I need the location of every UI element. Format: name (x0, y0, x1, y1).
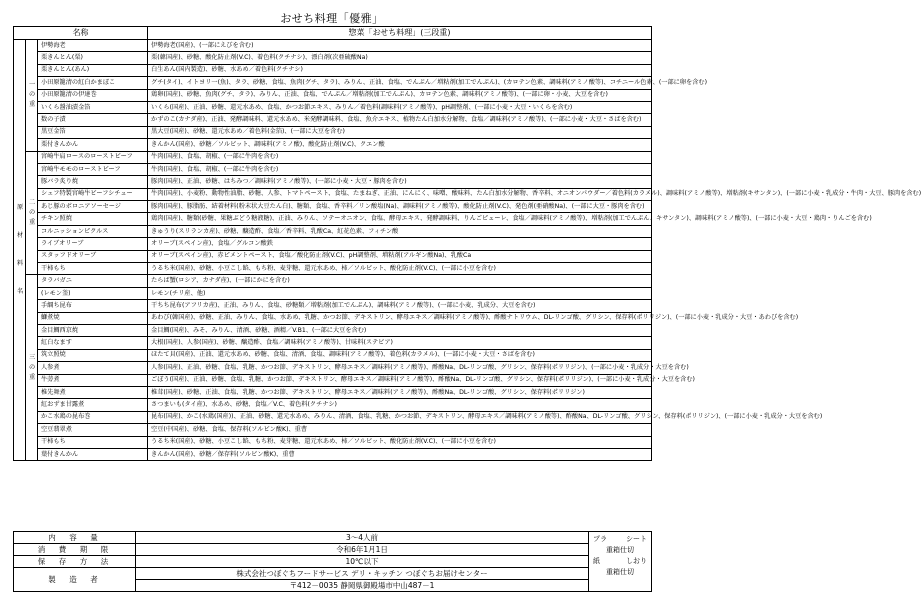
dish-name: 筑立照焼 (38, 349, 148, 361)
section-label-char: の (29, 208, 36, 216)
amount-value: 3～4人前 (136, 532, 589, 544)
dish-name: 伊勢海老 (38, 40, 148, 52)
dish-name: シェフ特製宮崎牛ビーフシチュー (38, 188, 148, 200)
dish-ingredients: あわび(韓国産)、砂糖、正油、みりん、食塩、水あめ、乳糖、かつお節、デキストリン、酵母エキス／調味料(アミノ酸等)、酢酸ナトリウム、DL-リンゴ酸、グリシン、保存料(ポリリジン)、(一部に小麦・乳成分・大豆・あわびを含む) (148, 312, 652, 324)
header-material: 惣菜「おせち料理」(三段重) (148, 27, 652, 40)
dish-ingredients: 空豆(中国産)、砂糖、食塩、保存料(ソルビン酸K)、重曹 (148, 424, 652, 436)
raw-materials-char: 料 (17, 260, 24, 268)
section-label (26, 151, 38, 275)
table-row (14, 101, 652, 113)
section-label-char: 三 (29, 353, 36, 361)
dish-ingredients: きんかん(国産)、砂糖／ソルビット、調味料(アミノ酸)、酸化防止剤(V.C)、クエン酸 (148, 139, 652, 151)
table-row (14, 349, 652, 361)
table-row (14, 399, 652, 411)
dish-ingredients: 栗(韓国産)、砂糖、酸化防止剤(V.C)、着色料(クチナシ)、漂白剤(次亜硫酸Na) (148, 52, 652, 64)
table-row (14, 374, 652, 386)
section-label-char: 重 (29, 373, 36, 381)
table-row (14, 201, 652, 213)
table-row (14, 300, 652, 312)
side-1a: プラ (593, 535, 607, 543)
storage-label: 保 存 方 法 (14, 556, 136, 568)
table-row (14, 225, 652, 237)
header-row (14, 27, 652, 40)
table-row (14, 287, 652, 299)
table-row (14, 139, 652, 151)
dish-ingredients: 大根(国産)、人参(国産)、砂糖、醸造酢、食塩／調味料(アミノ酸等)、甘味料(ステビア) (148, 337, 652, 349)
table-row (14, 52, 652, 64)
table-row (14, 176, 652, 188)
dish-ingredients: オリーブ(スペイン産)、食塩／グルコン酸鉄 (148, 238, 652, 250)
amount-label: 内 容 量 (14, 532, 136, 544)
dish-name: 黒豆金箔 (38, 126, 148, 138)
dish-ingredients: 昆布(国産)、かこ(水鶏(国産))、正油、砂糖、還元水あめ、みりん、清酒、食塩、乳糖、かつお節、デキストリン、酵母エキス／調味料(アミノ酸等)、酢酸Na、DL-リンゴ酸、グリシン、保存料(ポリリジン)、(一部に小麦・乳成分・大豆を含む) (148, 411, 652, 423)
table-row (14, 163, 652, 175)
dish-ingredients: レモン(チリ産、他) (148, 287, 652, 299)
dish-ingredients: いくら(国産)、正油、砂糖、還元水あめ、食塩、かつお節エキス、みりん／着色料(調味料(アミノ酸等)、pH調整剤、(一部に小麦・大豆・いくらを含む) (148, 101, 652, 113)
dish-name: ライブオリーブ (38, 238, 148, 250)
table-row (14, 362, 652, 374)
dish-ingredients: 牛肉(国産)、食塩、胡椒、(一部に牛肉を含む) (148, 151, 652, 163)
section-label-char: 重 (29, 101, 36, 109)
side-1b: シート (626, 535, 647, 543)
dish-ingredients: ごぼう(国産)、正油、砂糖、食塩、乳糖、かつお節、デキストリン、酵母エキス／調味料(アミノ酸等)、酢酸Na、DL-リンゴ酸、グリシン、保存料(ポリリジン)、(一部に小麦・乳成分・大豆を含む) (148, 374, 652, 386)
dish-ingredients: きんかん(国産)、砂糖／保存料(ソルビン酸K)、重曹 (148, 448, 652, 460)
dish-ingredients: 伊勢海老(国産)、(一部にえびを含む) (148, 40, 652, 52)
table-row (14, 436, 652, 448)
header-name: 名称 (14, 27, 148, 40)
dish-ingredients: 黒大豆(国産)、砂糖、還元水あめ／着色料(金箔)、(一部に大豆を含む) (148, 126, 652, 138)
dish-name: チキン照焼 (38, 213, 148, 225)
table-row (14, 89, 652, 101)
dish-ingredients: ほたて貝(国産)、正油、還元水あめ、砂糖、食塩、清酒、食塩、調味料(アミノ酸等)、着色料(カラメル)、(一部に小麦・大豆・さばを含む) (148, 349, 652, 361)
dish-ingredients: 金目鯛(国産)、みそ、みりん、清酒、砂糖、酒精／V.B1、(一部に大豆を含む) (148, 324, 652, 336)
section-label (26, 40, 38, 152)
table-row (14, 448, 652, 460)
ingredients-table (13, 26, 921, 461)
dish-ingredients: うるち米(国産)、砂糖、小豆こし餡、もち粉、麦芽糖、還元水あめ、柿／ソルビット、酸化防止剤(V.C)、(一部に小豆を含む) (148, 263, 652, 275)
raw-materials-char: 材 (17, 232, 24, 240)
table-row (14, 263, 652, 275)
dish-ingredients: 牛肉(国産)、小麦粉、動物性油脂、砂糖、人参、トマトペースト、食塩、たまねぎ、正油、にんにく、味噌、酸味料、たん白加水分解物、香辛料、オニオンパウダー／着色料(カラメル)、調味料(アミノ酸等)、増粘剤(キサンタン)、(一部に小麦・乳成分・牛肉・大豆、豚肉を含む) (148, 188, 652, 200)
dish-name: 鰤煮焼 (38, 312, 148, 324)
dish-name: 金目鯛西京焼 (38, 324, 148, 336)
table-row (14, 238, 652, 250)
dish-name: 人参煮 (38, 362, 148, 374)
footer-table (13, 531, 652, 592)
dish-name: 葉付きんかん (38, 448, 148, 460)
table-row (14, 213, 652, 225)
table-row (14, 324, 652, 336)
expiry-value: 令和6年1月1日 (136, 544, 589, 556)
dish-ingredients: 豚肉(国産)、豚脂肪、結着材料(粉末状大豆たん白)、糖類、食塩、香辛料／リン酸塩(Na)、調味料(アミノ酸等)、酸化防止剤(V.C)、発色剤(亜硝酸Na)、(一部に大豆・豚肉を含む) (148, 201, 652, 213)
dish-name: コルニッションピクルス (38, 225, 148, 237)
maker-label: 製 造 者 (14, 568, 136, 592)
side-4: 重箱仕切 (606, 568, 634, 576)
ingredients-body (14, 40, 921, 461)
dish-name: 栗きんとん(栗) (38, 52, 148, 64)
dish-name: (レモン釜) (38, 287, 148, 299)
section-label-char: 一 (29, 81, 36, 89)
dish-name: 豚バラ炙り焼 (38, 176, 148, 188)
dish-name: 小田原籠清の伊達巻 (38, 89, 148, 101)
table-row (14, 151, 652, 163)
dish-name: タラバガニ (38, 275, 148, 287)
dish-name: 空豆翡翠煮 (38, 424, 148, 436)
table-row (14, 337, 652, 349)
dish-ingredients: グチ(タイ)、イトヨリ一(魚)、タラ、砂糖、食塩、魚肉(グチ、タラ)、みりん、正油、食塩、でんぷん／増粘剤(加工でんぷん)、(カロテン色素、調味料(アミノ酸等)、コチニール色素、(一部に卵を含む) (148, 77, 652, 89)
dish-name: 数の子漬 (38, 114, 148, 126)
table-row (14, 275, 652, 287)
table-row (14, 386, 652, 398)
dish-name: 紅白なます (38, 337, 148, 349)
dish-name: 干柿もち (38, 263, 148, 275)
dish-name: 宮崎牛肩ロースのローストビーフ (38, 151, 148, 163)
raw-materials-label (14, 40, 26, 461)
table-row (14, 126, 652, 138)
table-row (14, 64, 652, 76)
dish-name: かこ水鶏の昆布巻 (38, 411, 148, 423)
section-label-char: の (29, 363, 36, 371)
packaging-notes (589, 532, 652, 592)
dish-ingredients: きゅうり(スリランカ産)、砂糖、醸造酢、食塩／香辛料、乳酸Ca、紅花色素、フィチン酸 (148, 225, 652, 237)
side-3a: 紙 (593, 557, 600, 565)
section-label-char: 重 (29, 218, 36, 226)
dish-name: 手綱ち昆布 (38, 300, 148, 312)
dish-ingredients: 鶏肉(国産)、糖類(砂糖、果糖ぶどう糖液糖)、正油、みりん、ソテーオニオン、食塩、酵母エキス、発酵調味料、りんごピューレ、食塩／調味料(アミノ酸等)、増粘剤(加工でんぷん、キサンタン)、調味料(アミノ酸等)、(一部に小麦・大豆・鶏肉・りんごを含む) (148, 213, 652, 225)
table-row (14, 411, 652, 423)
dish-ingredients: 牛肉(国産)、食塩、胡椒、(一部に牛肉を含む) (148, 163, 652, 175)
dish-name: 栗付きんかん (38, 139, 148, 151)
dish-ingredients: 椎茸(国産)、砂糖、正油、食塩、乳糖、かつお節、デキストリン、酵母エキス／調味料(アミノ酸等)、酢酸Na、DL-リンゴ酸、グリシン、保存料(ポリリジン) (148, 386, 652, 398)
dish-ingredients: 干ちち昆布(アフリカ産)、正油、みりん、食塩、砂糖類／増粘剤(加工でんぷん)、調味料(アミノ酸等)、(一部に小麦、乳成分、大豆を含む) (148, 300, 652, 312)
table-row (14, 250, 652, 262)
raw-materials-char: 原 (17, 204, 24, 212)
table-row (14, 114, 652, 126)
section-label (26, 275, 38, 461)
dish-name: 椎先舞煮 (38, 386, 148, 398)
table-row (14, 77, 652, 89)
expiry-label: 消 費 期 限 (14, 544, 136, 556)
table-row (14, 424, 652, 436)
raw-materials-char: 名 (17, 288, 24, 296)
dish-ingredients: かずのこ(カナダ産)、正油、発酵調味料、還元水あめ、米発酵調味料、食塩、魚介エキス、植物たん白加水分解物、食塩／調味料(アミノ酸等)、(一部に小麦・大豆・さばを含む) (148, 114, 652, 126)
dish-name: 牛蒡煮 (38, 374, 148, 386)
dish-ingredients: 白生あん(国内製造)、砂糖、水あめ／着色料(クチナシ) (148, 64, 652, 76)
maker-line1: 株式会社つぼぐちフードサービス デリ・キッチン つぼぐちお届けセンター (136, 568, 589, 580)
dish-ingredients: たらば蟹(ロシア、カナダ産)、(一部にかにを含む) (148, 275, 652, 287)
storage-value: 10℃以下 (136, 556, 589, 568)
page-title: おせち料理「優雅」 (280, 12, 384, 25)
dish-name: あじ豚のボロニアソーセージ (38, 201, 148, 213)
dish-name: 宮崎牛モモのローストビーフ (38, 163, 148, 175)
dish-name: いくら醤油漬金箔 (38, 101, 148, 113)
dish-name: 小田原籠清の紅白かまぼこ (38, 77, 148, 89)
section-label-char: の (29, 91, 36, 99)
maker-line2: 〒412－0035 静岡県御殿場市中山487－1 (136, 580, 589, 592)
dish-name: 栗きんとん(あん) (38, 64, 148, 76)
table-row (14, 40, 652, 52)
side-2: 重箱仕切 (606, 546, 634, 554)
dish-ingredients: オリーブ(スペイン産)、赤ピメントペースト、食塩／酸化防止剤(V.C)、pH調整剤、増粘剤(アルギン酸Na)、乳酸Ca (148, 250, 652, 262)
table-row (14, 312, 652, 324)
section-label-char: 二 (29, 198, 36, 206)
table-row (14, 188, 652, 200)
dish-ingredients: 鶏卵(国産)、砂糖、魚肉(グチ、タラ)、みりん、正油、食塩、でんぷん／増粘剤(加工でんぷん)、カロテン色素、調味料(アミノ酸等)、(一部に卵・小麦、大豆を含む) (148, 89, 652, 101)
dish-name: スタッフドオリーブ (38, 250, 148, 262)
dish-name: 干柿もち (38, 436, 148, 448)
dish-name: 紅おずま甘露煮 (38, 399, 148, 411)
dish-ingredients: うるち米(国産)、砂糖、小豆こし餡、もち粉、麦芽糖、還元水あめ、柿／ソルビット、酸化防止剤(V.C)、(一部に小豆を含む) (148, 436, 652, 448)
dish-ingredients: 豚肉(国産)、正油、砂糖、はちみつ／調味料(アミノ酸等)、(一部に小麦・大豆・豚肉を含む) (148, 176, 652, 188)
side-3b: しおり (626, 557, 647, 565)
dish-ingredients: さつまいも(タイ産)、水あめ、砂糖、食塩／V.C、着色料(クチナシ) (148, 399, 652, 411)
dish-ingredients: 人参(国産)、正油、砂糖、食塩、乳糖、かつお節、デキストリン、酵母エキス／調味料(アミノ酸等)、酢酸Na、DL-リンゴ酸、グリシン、保存料(ポリリジン)、(一部に小麦・乳成分・大豆を含む) (148, 362, 652, 374)
